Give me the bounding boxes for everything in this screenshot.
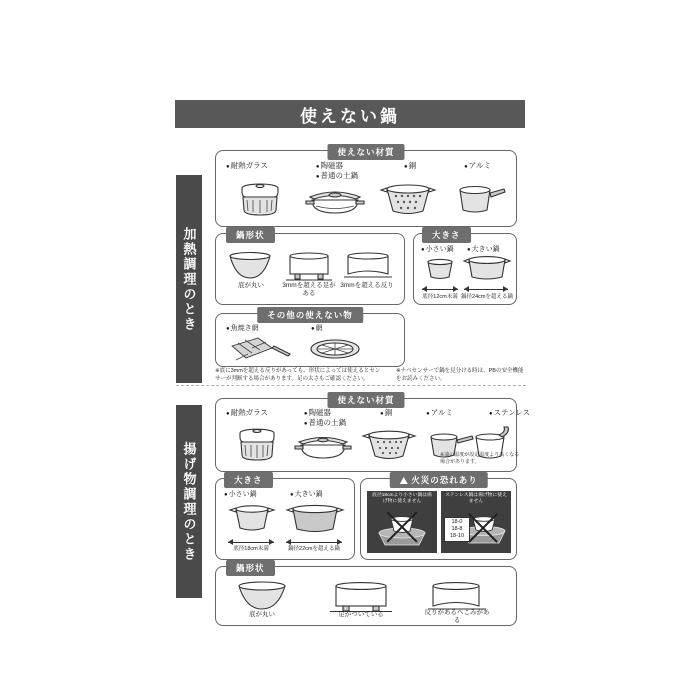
measure-large [464, 284, 508, 294]
material-label: ● 銅 [404, 161, 416, 171]
material-label: ● 耐熱ガラス [226, 408, 268, 418]
illustration-earthen-pot [294, 429, 352, 463]
heating-other-heading: その他の使えない物 [257, 307, 363, 323]
material-label: ● ステンレス [489, 408, 530, 418]
frying-shape-heading: 鍋形状 [226, 560, 275, 576]
frying-size-caption: 鍋径22cmを超える鍋 [288, 546, 340, 552]
material-label: ● 普通の土鍋 [304, 418, 346, 428]
warning-triangle-icon [399, 477, 407, 484]
heating-note-2: ※ナベセンサーで鍋を見分ける時は、PBの安全機能をお読みください。 [396, 368, 524, 382]
illustration-large-pot [286, 501, 344, 535]
fire-warning-text-1: 底径18cmより小さい鍋は揚げ物に使えません [372, 493, 432, 504]
material-label: ● アルミ [426, 408, 453, 418]
frying-shape-box [215, 563, 517, 626]
heating-shape-caption: 3mmを超える反り [340, 282, 394, 289]
frying-size-caption: 底径18cm未満 [233, 546, 269, 552]
prohibited-cross-icon [381, 511, 423, 541]
material-label: ● アルミ [464, 161, 491, 171]
heating-shape-caption: 底が丸い [238, 282, 264, 289]
frying-shape-caption: 底が丸い [249, 611, 275, 618]
heating-materials-heading: 使えない材質 [327, 144, 404, 160]
illustration-legged-pot [328, 581, 394, 613]
illustration-copper-pot [379, 181, 437, 219]
illustration-aluminium-pan [450, 182, 508, 218]
heating-shape-box [215, 230, 405, 305]
fire-warning-text-2: ステンレス鍋は揚げ物に使えません [445, 493, 507, 504]
frying-materials-note: ※油の温度が設定温度より高くなる場合があります。 [440, 452, 520, 466]
material-label: ● 耐熱ガラス [226, 161, 268, 171]
frying-shape-caption: 反りがあるへこみがある [424, 609, 490, 625]
fire-warning-heading [389, 472, 488, 488]
material-label: ● 陶磁器 [304, 408, 346, 418]
illustration-legged-pot [284, 252, 334, 282]
illustration-small-pot [422, 258, 458, 282]
material-label: ● 陶磁器 [316, 161, 358, 171]
fire-warning-heading-text: 火災の恐れあり [411, 475, 478, 485]
frying-size-box [215, 475, 355, 560]
illustration-warped-bottom [342, 252, 394, 282]
heating-other-label: ● 魚焼き網 [226, 324, 259, 334]
illustration-copper-pot [362, 427, 416, 463]
stainless-tag: 18-8 [451, 525, 463, 532]
frying-materials-heading: 使えない材質 [327, 392, 404, 408]
frying-size-label: ● 小さい鍋 [224, 490, 257, 500]
section-divider [176, 385, 526, 386]
frying-size-heading: 大きさ [224, 472, 273, 488]
heating-size-label: ● 大きい鍋 [467, 245, 500, 255]
heating-size-caption: 鍋径24cmを超える鍋 [461, 294, 513, 300]
illustration-glass-pot [234, 179, 286, 219]
heating-shape-heading: 鍋形状 [226, 227, 275, 243]
frying-size-label: ● 大きい鍋 [290, 490, 323, 500]
illustration-glass-pot [232, 425, 282, 465]
heating-other-box [215, 310, 405, 367]
fire-warning-right-panel [441, 491, 511, 553]
page-title: 使えない鍋 [175, 100, 525, 128]
fire-warning-left-panel [367, 491, 437, 553]
heating-materials-box [215, 147, 517, 227]
heating-size-caption: 底径12cm未満 [422, 294, 458, 300]
section-label-heating: 加熱調理のとき [176, 175, 202, 383]
heating-size-label: ● 小さい鍋 [421, 245, 454, 255]
illustration-earthen-pot [304, 183, 366, 219]
illustration-small-pot [228, 503, 276, 535]
illustration-large-pot [464, 254, 510, 282]
material-label: ● 普通の土鍋 [316, 171, 358, 181]
fire-warning-box [360, 475, 517, 560]
section-label-frying: 揚げ物調理のとき [176, 405, 202, 598]
illustration-round-bottom [226, 252, 274, 280]
material-label: ● 銅 [380, 408, 392, 418]
heating-shape-caption: 3mmを超える足がある [282, 282, 336, 298]
illustration-fish-grill-net [228, 336, 292, 362]
stainless-tag: 18-0 [451, 519, 463, 525]
heating-other-label: ● 網 [311, 324, 323, 334]
heating-note-1: ※底に3mmを超える反りがあっても、形状によっては使えるとセンサーが判断する場合があります。足の太さもご確認ください。 [215, 368, 381, 382]
heating-size-box [413, 230, 517, 305]
heating-size-heading: 大きさ [422, 227, 471, 243]
prohibited-cross-icon [463, 513, 503, 541]
illustration-round-bottom [234, 581, 290, 611]
frying-shape-caption: 足がついている [338, 611, 384, 618]
stainless-tag: 18-10 [449, 532, 465, 539]
illustration-wire-net [308, 336, 362, 362]
measure-small [422, 284, 458, 294]
